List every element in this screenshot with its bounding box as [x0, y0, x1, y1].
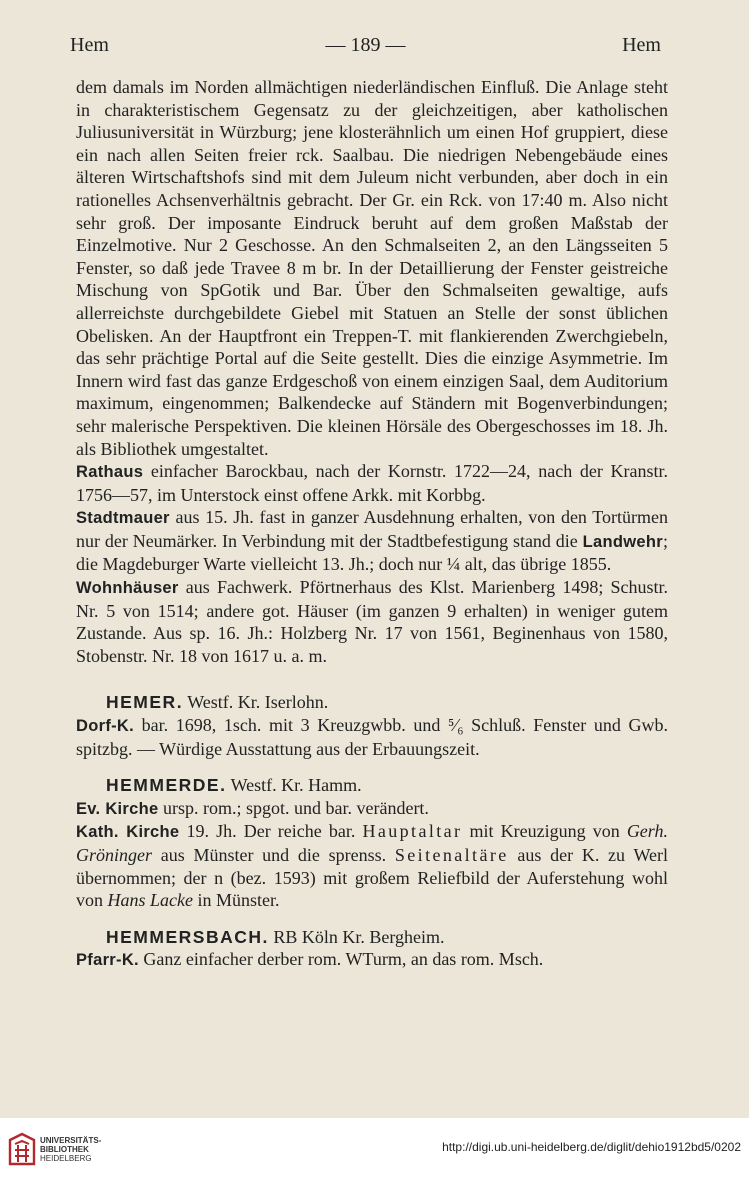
header-left: Hem — [70, 34, 109, 56]
entry-head: Pfarr-K. — [76, 951, 139, 970]
paragraph-text: bar. 1698, 1sch. mit 3 Kreuzgwbb. und ⁵⁄₆ Schluß. Fenster und Gwb. spitzbg. — Würdige Ausstattung aus der Erbauungszeit. — [76, 715, 668, 759]
entry-head: Ev. Kirche — [76, 799, 159, 818]
document-body — [76, 76, 668, 972]
paragraph-text: aus der K. zu Werl übernommen; der n (bez. 1593) mit großem Reliefbild der Auferstehung wohl von — [76, 845, 668, 911]
paragraph-text: aus Fachwerk. Pförtnerhaus des Klst. Marienberg 1498; Schustr. Nr. 5 von 1514; andere got. Häuser (im ganzen 9 erhalten) in weniger gutem Zustande. Aus sp. 16. Jh.: Holzberg Nr. 17 von 1561, Beginenhaus von 1580, Stobenstr. Nr. 18 von 1617 u. a. m. — [76, 577, 668, 666]
source-url-link[interactable]: http://digi.ub.uni-heidelberg.de/diglit/dehio1912bd5/0202 — [442, 1140, 741, 1154]
paragraph-text: 19. Jh. Der reiche bar. — [179, 821, 363, 842]
paragraph-text: ursp. rom.; spgot. und bar. verändert. — [158, 797, 429, 818]
place-region: Westf. Kr. Hamm. — [226, 775, 362, 796]
paragraph-text: aus 15. Jh. fast in ganzer Ausdehnung erhalten, von den Tortürmen nur der Neumärker. In Verbindung mit der Stadtbefestigung stand die — [76, 507, 668, 551]
paragraph-text: dem damals im Norden allmächtigen niederländischen Einfluß. Die Anlage steht in charakteristischem Gegensatz zu der gleichzeitigen, aber katholischen Juliusuniversität in Würzburg; jene klosterähnlich um einen Hof gruppiert, diese ein nach allen Seiten freier rck. Saalbau. Die niedrigen Nebengebäude eines älteren Wirtschaftshofs sind mit dem Juleum nicht verbunden, aber doch in ein rationelles Achsenverhältnis gebracht. Der Gr. ein Rck. von 17:40 m. Also nicht sehr groß. Der imposante Eindruck beruht auf dem großen Maßstab der Einzelmotive. Nur 2 Geschosse. An den Schmalseiten 2, an den Längsseiten 5 Fenster, so daß jede Travee 8 m br. In der Detaillierung der Fenster geistreiche Mischung von SpGotik und Bar. Über den Schmalseiten gewaltige, aufs allerreichste durchgebildete Giebel mit Statuen an Stelle der sonst üblichen Obelisken. An der Hauptfront ein Treppen-T. mit flankierenden Zwerchgiebeln, das sehr prächtige Portal auf die Seite gestellt. Dies die einzige Asymmetrie. Im Innern wird fast das ganze Erdgeschoß von einem einzigen Saal, dem Auditorium maximum, eingenommen; Balkendecke auf Ständern mit Bogenverbindungen; sehr malerische Perspektiven. Die kleinen Hörsäle des Obergeschosses im 18. Jh. als Bibliothek umgestaltet. — [76, 77, 668, 459]
paragraph-kath-kirche — [76, 820, 668, 911]
spaced-term: Seitenaltäre — [394, 845, 509, 865]
header-right: Hem — [622, 34, 661, 56]
place-heading-hemer — [76, 691, 668, 714]
place-name: HEMMERSBACH. — [106, 926, 269, 947]
paragraph-juleum — [76, 76, 668, 460]
place-region: Westf. Kr. Iserlohn. — [183, 692, 329, 713]
paragraph-stadtmauer — [76, 506, 668, 576]
paragraph-ev-kirche — [76, 797, 668, 821]
page-number: — 189 — — [325, 34, 406, 56]
library-logo-icon — [8, 1132, 36, 1166]
entry-head: Kath. Kirche — [76, 823, 180, 842]
entry-head: Stadtmauer — [76, 509, 170, 528]
logo-line: UNIVERSITÄTS- — [40, 1136, 102, 1145]
paragraph-dorf-k — [76, 714, 668, 760]
artist-name: Hans Lacke — [107, 890, 193, 911]
inline-bold-term: Landwehr — [582, 532, 663, 551]
paragraph-text: ; die Magdeburger Warte vielleicht 13. Jh.; doch nur ¼ alt, das übrige 1855. — [76, 530, 668, 575]
artist-name: Gerh. Gröninger — [76, 821, 668, 865]
viewer-footer — [0, 1118, 749, 1180]
paragraph-rathaus — [76, 460, 668, 506]
place-name: HEMMERDE. — [106, 775, 227, 796]
paragraph-text: in Münster. — [192, 890, 280, 911]
entry-head: Dorf-K. — [76, 717, 135, 736]
place-heading-hemmerde — [76, 774, 668, 797]
logo-line: BIBLIOTHEK — [40, 1145, 89, 1154]
entry-head: Rathaus — [76, 463, 144, 482]
spaced-term: Hauptaltar — [362, 821, 463, 842]
paragraph-text: Ganz einfacher derber rom. WTurm, an das rom. Msch. — [138, 949, 544, 970]
place-name: HEMER. — [106, 692, 184, 713]
paragraph-text: mit Kreuzigung von — [462, 821, 627, 842]
entry-head: Wohnhäuser — [76, 579, 179, 598]
paragraph-wohnhaeuser — [76, 576, 668, 667]
paragraph-pfarr-k — [76, 948, 668, 972]
paragraph-text: aus Münster und die sprenss. — [152, 845, 395, 865]
place-region: RB Köln Kr. Bergheim. — [268, 926, 445, 947]
page-header — [70, 34, 661, 60]
paragraph-text: einfacher Barockbau, nach der Kornstr. 1722—24, nach der Kranstr. 1756—57, im Unterstock einst offene Arkk. mit Korbbg. — [76, 461, 668, 505]
place-heading-hemmersbach — [76, 926, 668, 949]
logo-line: HEIDELBERG — [40, 1154, 92, 1163]
library-logo-text — [40, 1136, 101, 1163]
